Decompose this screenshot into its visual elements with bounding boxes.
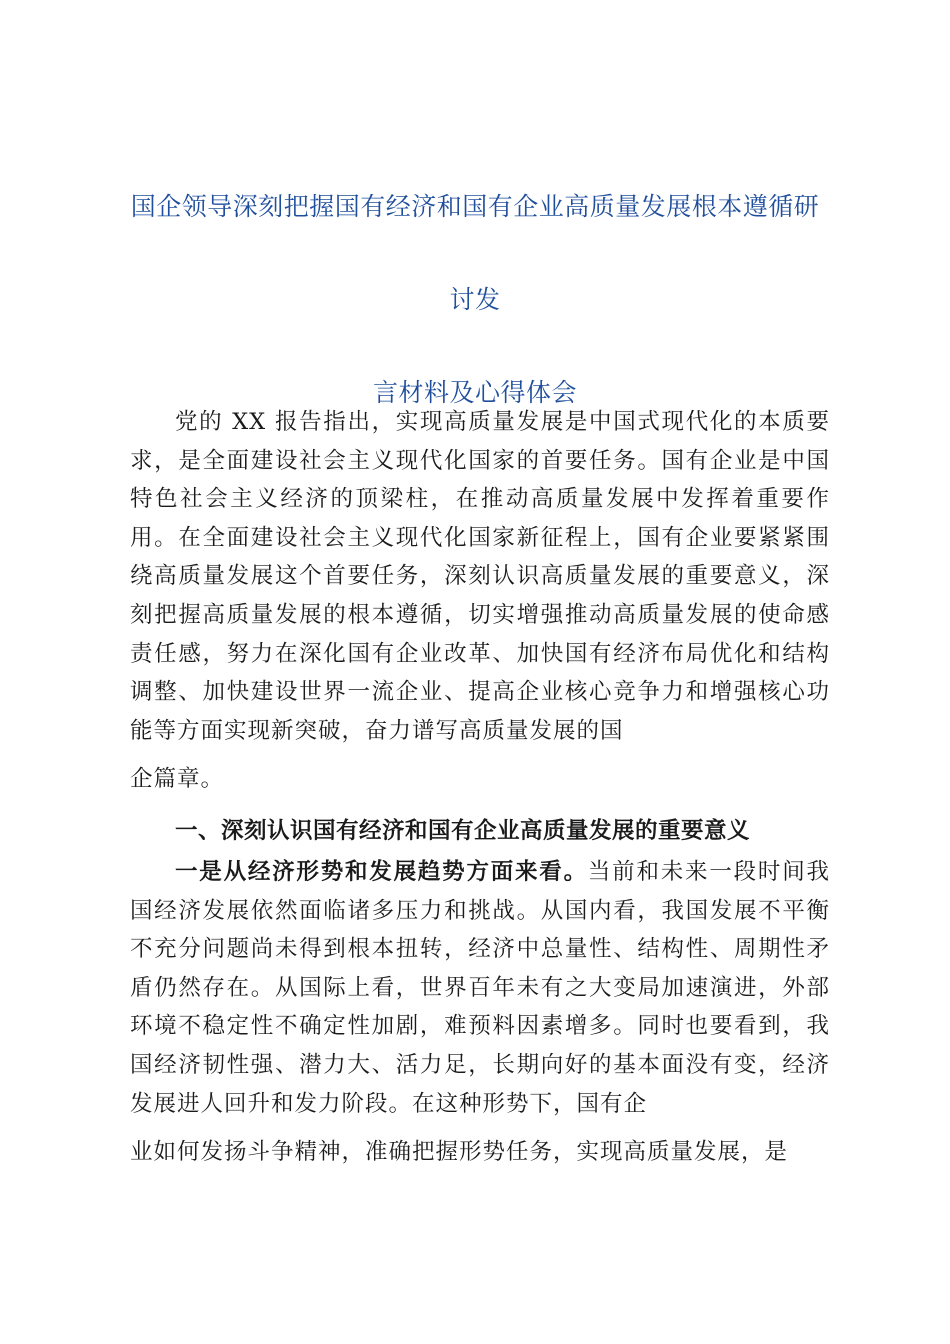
document-title-line1: 国企领导深刻把握国有经济和国有企业高质量发展根本遵循研讨发 — [130, 192, 820, 314]
section1-paragraph-lead: 一是从经济形势和发展趋势方面来看。 — [175, 859, 588, 885]
intro-paragraph-text: 党的 XX 报告指出，实现高质量发展是中国式现代化的本质要求，是全面建设社会主义现代化国家的首要任务。国有企业是中国特色社会主义经济的顶梁柱，在推动高质量发展中发挥着重要作用。在全面建设社会主义现代化国家新征程上，国有企业要紧紧围绕高质量发展这个首要任务，深刻认识高质量发展的重要意义，深刻把握高质量发展的根本遵循，切实增强推动高质量发展的使命感责任感，努力在深化国有企业改革、加快国有经济布局优化和结构调整、加快建设世界一流企业、提高企业核心竞争力和增强核心功能等方面实现新突破，奋力谱写高质量发展的国 — [130, 409, 830, 744]
section1-paragraph-text: 当前和未来一段时间我国经济发展依然面临诸多压力和挑战。从国内看，我国发展不平衡不充分问题尚未得到根本扭转，经济中总量性、结构性、周期性矛盾仍然存在。从国际上看，世界百年未有之大变局加速演进，外部环境不稳定性不确定性加剧，难预料因素增多。同时也要看到，我国经济韧性强、潜力大、活力足，长期向好的基本面没有变，经济发展进人回升和发力阶段。在这种形势下，国有企 — [130, 859, 830, 1117]
intro-paragraph — [130, 403, 830, 799]
document-title — [120, 160, 830, 439]
section1-paragraph — [130, 853, 830, 1172]
intro-paragraph-tail: 企篇章。 — [130, 766, 225, 793]
section1-paragraph-tail: 业如何发扬斗争精神，准确把握形势任务，实现高质量发展，是 — [130, 1139, 789, 1166]
section-heading-1: 一、深刻认识国有经济和国有企业高质量发展的重要意义 — [175, 818, 751, 844]
document-title-line2: 言材料及心得体会 — [372, 378, 577, 407]
